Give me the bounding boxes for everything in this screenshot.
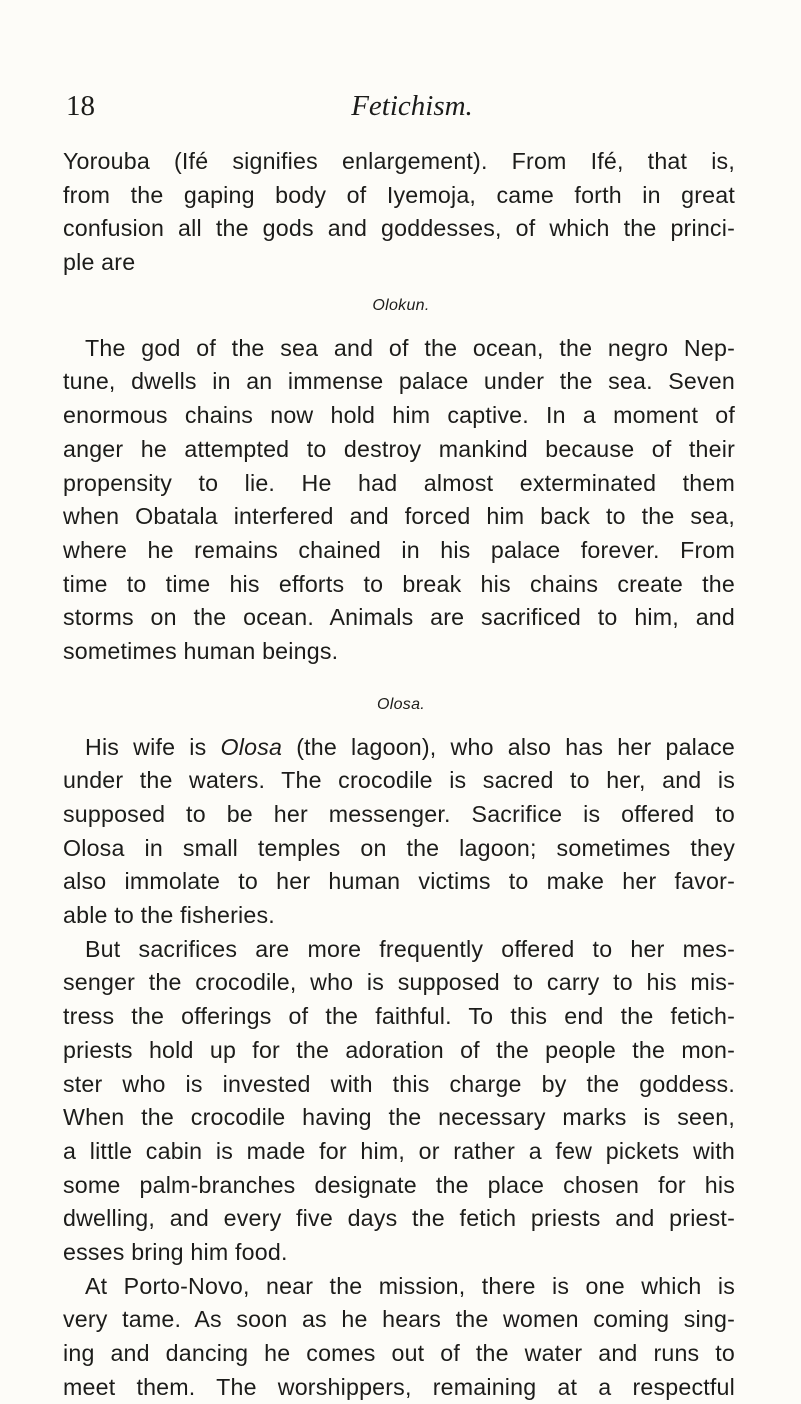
paragraph-olokun xyxy=(63,332,735,669)
text-run: (the lagoon), who also has her palace xyxy=(282,733,735,760)
text-line: sometimes human beings. xyxy=(63,637,339,664)
text-line: able to the fisheries. xyxy=(63,902,275,929)
text-line: propensity to lie. He had almost exterminated them xyxy=(63,469,735,496)
text-line: where he remains chained in his palace forever. From xyxy=(63,536,735,563)
text-line: tress the offerings of the faithful. To this end the fetich- xyxy=(63,1003,735,1030)
text-line: meet them. The worshippers, remaining at a respectful xyxy=(63,1373,735,1400)
text-line: senger the crocodile, who is supposed to carry to his mis- xyxy=(63,969,735,996)
running-title: Fetichism. xyxy=(351,90,473,122)
text-line: When the crocodile having the necessary marks is seen, xyxy=(63,1104,735,1131)
text-line: under the waters. The crocodile is sacred to her, and is xyxy=(63,767,735,794)
paragraph-intro xyxy=(63,145,735,280)
text-line: Yorouba (Ifé signifies enlargement). From Ifé, that is, xyxy=(63,148,735,174)
text-line: ster who is invested with this charge by the goddess. xyxy=(63,1070,735,1097)
running-head xyxy=(63,88,735,128)
section-heading-olokun: Olokun. xyxy=(372,296,430,314)
text-line: tune, dwells in an immense palace under the sea. Seven xyxy=(63,368,735,395)
text-line: But sacrifices are more frequently offered to her mes- xyxy=(85,935,735,962)
olosa-emphasis: Olosa xyxy=(220,733,283,760)
text-line: priests hold up for the adoration of the people the mon- xyxy=(63,1036,735,1063)
text-line: time to time his efforts to break his chains create the xyxy=(63,570,735,597)
text-line: also immolate to her human victims to make her favor- xyxy=(63,868,735,895)
text-line: ple are xyxy=(63,249,136,276)
text-line: Olosa in small temples on the lagoon; sometimes they xyxy=(63,834,735,861)
text-line: storms on the ocean. Animals are sacrificed to him, and xyxy=(63,604,735,631)
text-line: a little cabin is made for him, or rather a few pickets with xyxy=(63,1137,735,1164)
text-line: enormous chains now hold him captive. In a moment of xyxy=(63,402,735,429)
text-line: At Porto-Novo, near the mission, there is one which is xyxy=(85,1272,735,1299)
text-line: some palm-branches designate the place chosen for his xyxy=(63,1171,735,1198)
paragraph-porto-novo xyxy=(63,1270,735,1404)
text-line: from the gaping body of Iyemoja, came forth in great xyxy=(63,181,735,208)
text-line: ing and dancing he comes out of the water and runs to xyxy=(63,1340,735,1366)
text-line: confusion all the gods and goddesses, of which the princi- xyxy=(63,215,735,242)
text-run: His wife is xyxy=(85,733,221,760)
section-heading-olosa: Olosa. xyxy=(376,695,426,713)
text-line: supposed to be her messenger. Sacrifice is offered to xyxy=(63,801,735,827)
text-line: very tame. As soon as he hears the women coming sing- xyxy=(63,1306,735,1333)
paragraph-crocodile xyxy=(63,933,735,1270)
text-line: when Obatala interfered and forced him back to the sea, xyxy=(63,503,735,530)
body-text xyxy=(63,145,735,1404)
paragraph-olosa xyxy=(63,731,735,933)
text-line: dwelling, and every five days the fetich priests and priest- xyxy=(63,1205,735,1232)
page-number: 18 xyxy=(66,90,95,122)
text-line xyxy=(63,731,735,765)
text-line: esses bring him food. xyxy=(63,1238,288,1265)
text-line: anger he attempted to destroy mankind because of their xyxy=(63,435,735,462)
text-line: The god of the sea and of the ocean, the negro Nep- xyxy=(85,334,735,361)
